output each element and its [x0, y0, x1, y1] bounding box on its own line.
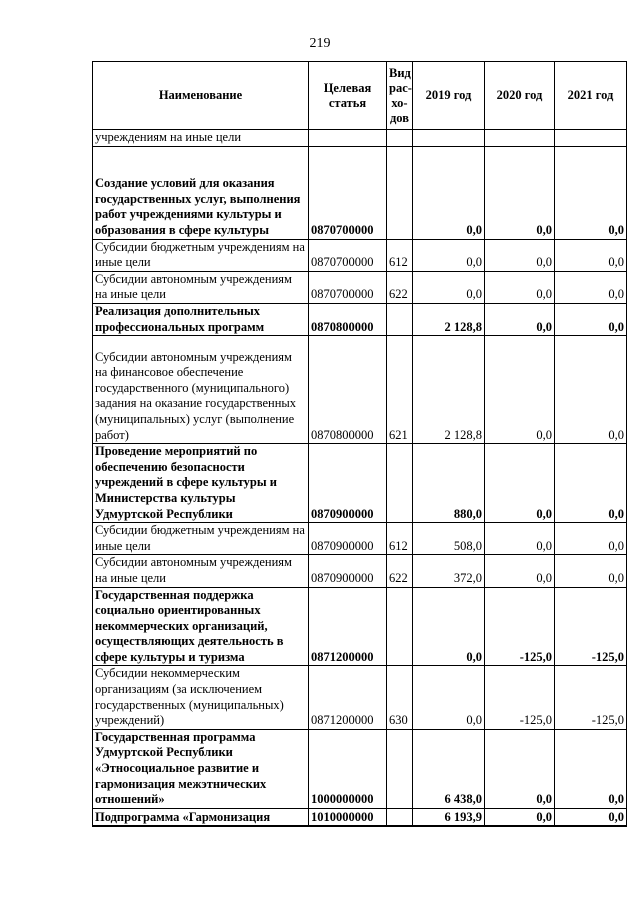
cell-name: Субсидии бюджетным учреждениям на иные цели: [93, 523, 309, 555]
cell-expense-type: 621: [387, 336, 413, 444]
cell-target-article: 1010000000: [309, 808, 387, 826]
cell-2019: 0,0: [413, 146, 485, 239]
table-row: [93, 303, 627, 335]
cell-2021: 0,0: [555, 444, 627, 523]
cell-expense-type: [387, 130, 413, 147]
cell-2020: 0,0: [485, 239, 555, 271]
cell-expense-type: 630: [387, 666, 413, 729]
cell-name: Субсидии автономным учреждениям на финансовое обеспечение государственного (муниципального) задания на оказание государственных (муниципальных) услуг (выполнение работ): [93, 336, 309, 444]
cell-2020: 0,0: [485, 523, 555, 555]
cell-2021: 0,0: [555, 271, 627, 303]
cell-target-article: 0870900000: [309, 523, 387, 555]
table-row: [93, 239, 627, 271]
cell-2019: 0,0: [413, 239, 485, 271]
table-row: [93, 336, 627, 444]
cell-2019: 2 128,8: [413, 303, 485, 335]
cell-name: Субсидии некоммерческим организациям (за исключением государственных (муниципальных) учреждений): [93, 666, 309, 729]
cell-2020: 0,0: [485, 808, 555, 826]
cell-2019: 0,0: [413, 271, 485, 303]
cell-2019: 0,0: [413, 666, 485, 729]
cell-name: Подпрограмма «Гармонизация: [93, 808, 309, 826]
page-number: 219: [309, 36, 331, 51]
cell-target-article: 0870700000: [309, 146, 387, 239]
cell-2021: 0,0: [555, 523, 627, 555]
table-row: [93, 555, 627, 587]
cell-name: Субсидии бюджетным учреждениям на иные цели: [93, 239, 309, 271]
cell-2021: [555, 130, 627, 147]
table-row: [93, 666, 627, 729]
cell-expense-type: 622: [387, 271, 413, 303]
cell-expense-type: 612: [387, 239, 413, 271]
cell-2020: -125,0: [485, 587, 555, 666]
table-row: [93, 271, 627, 303]
cell-expense-type: [387, 808, 413, 826]
cell-2019: 2 128,8: [413, 336, 485, 444]
cell-2021: 0,0: [555, 336, 627, 444]
table-row: [93, 523, 627, 555]
cell-2021: -125,0: [555, 587, 627, 666]
cell-expense-type: [387, 729, 413, 808]
cell-2020: 0,0: [485, 303, 555, 335]
cell-target-article: 0870800000: [309, 303, 387, 335]
header-vid: Вид рас-хо-дов: [387, 62, 413, 130]
cell-2019: 372,0: [413, 555, 485, 587]
cell-target-article: 0870800000: [309, 336, 387, 444]
cell-target-article: 1000000000: [309, 729, 387, 808]
cell-2020: -125,0: [485, 666, 555, 729]
cell-expense-type: [387, 146, 413, 239]
cell-2019: [413, 130, 485, 147]
cell-name: Государственная программа Удмуртской Республики «Этносоциальное развитие и гармонизация межэтнических отношений»: [93, 729, 309, 808]
cell-2020: 0,0: [485, 555, 555, 587]
cell-2020: 0,0: [485, 271, 555, 303]
budget-table: [92, 61, 627, 827]
cell-name: Реализация дополнительных профессиональных программ: [93, 303, 309, 335]
cell-2019: 0,0: [413, 587, 485, 666]
cell-target-article: 0870700000: [309, 239, 387, 271]
cell-2021: 0,0: [555, 146, 627, 239]
cell-2020: 0,0: [485, 336, 555, 444]
table-header-row: [93, 62, 627, 130]
cell-2020: 0,0: [485, 146, 555, 239]
header-name: Наименование: [93, 62, 309, 130]
cell-name: Проведение мероприятий по обеспечению безопасности учреждений в сфере культуры и Министерства культуры Удмуртской Республики: [93, 444, 309, 523]
cell-target-article: 0870900000: [309, 444, 387, 523]
cell-name: Государственная поддержка социально ориентированных некоммерческих организаций, осуществляющих деятельность в сфере культуры и туризма: [93, 587, 309, 666]
cell-name: Субсидии автономным учреждениям на иные цели: [93, 555, 309, 587]
cell-target-article: 0870700000: [309, 271, 387, 303]
cell-expense-type: 612: [387, 523, 413, 555]
cell-2021: 0,0: [555, 729, 627, 808]
cell-name: Создание условий для оказания государственных услуг, выполнения работ учреждениями культуры и образования в сфере культуры: [93, 146, 309, 239]
header-article: Целевая статья: [309, 62, 387, 130]
cell-target-article: [309, 130, 387, 147]
cell-2019: 6 193,9: [413, 808, 485, 826]
cell-2021: -125,0: [555, 666, 627, 729]
table-row: [93, 146, 627, 239]
cell-2021: 0,0: [555, 303, 627, 335]
cell-expense-type: [387, 444, 413, 523]
table-row: [93, 729, 627, 808]
cell-2021: 0,0: [555, 808, 627, 826]
header-2021: 2021 год: [555, 62, 627, 130]
cell-2020: [485, 130, 555, 147]
cell-expense-type: 622: [387, 555, 413, 587]
cell-expense-type: [387, 587, 413, 666]
header-2020: 2020 год: [485, 62, 555, 130]
cell-2019: 508,0: [413, 523, 485, 555]
cell-target-article: 0871200000: [309, 587, 387, 666]
cell-expense-type: [387, 303, 413, 335]
table-row: [93, 130, 627, 147]
table-row: [93, 808, 627, 826]
table-row: [93, 444, 627, 523]
cell-2020: 0,0: [485, 444, 555, 523]
header-2019: 2019 год: [413, 62, 485, 130]
cell-2021: 0,0: [555, 555, 627, 587]
table-body: [93, 130, 627, 827]
cell-name: учреждениям на иные цели: [93, 130, 309, 147]
cell-2021: 0,0: [555, 239, 627, 271]
cell-2019: 880,0: [413, 444, 485, 523]
table-row: [93, 587, 627, 666]
cell-target-article: 0871200000: [309, 666, 387, 729]
cell-2020: 0,0: [485, 729, 555, 808]
cell-target-article: 0870900000: [309, 555, 387, 587]
cell-2019: 6 438,0: [413, 729, 485, 808]
cell-name: Субсидии автономным учреждениям на иные цели: [93, 271, 309, 303]
